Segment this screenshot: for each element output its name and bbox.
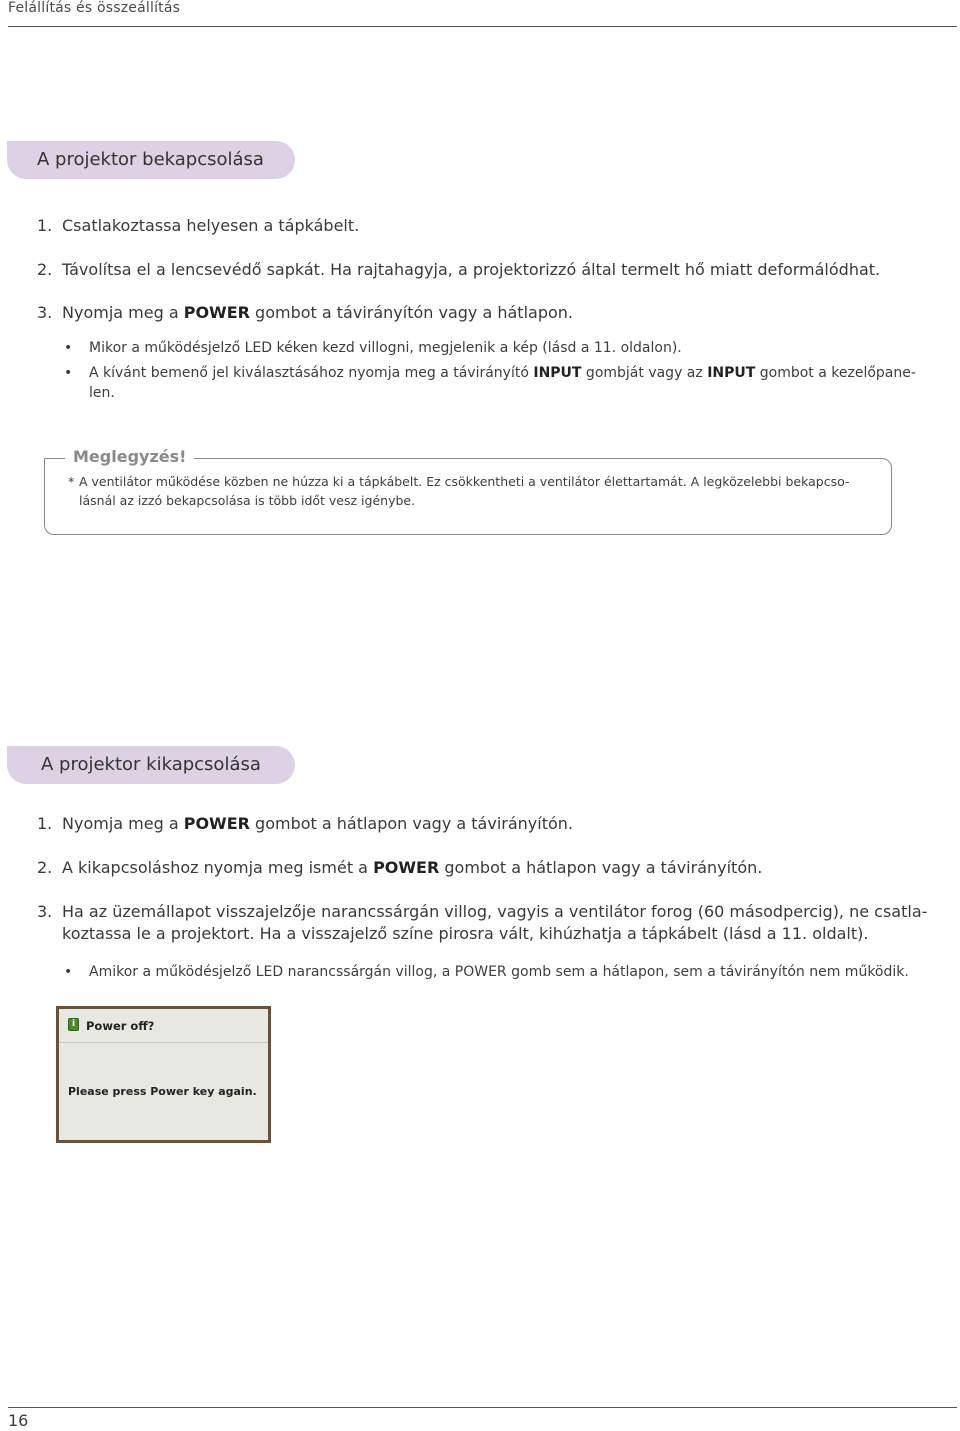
bullet-dot: • bbox=[64, 340, 73, 356]
bold-keyword: POWER bbox=[183, 303, 250, 322]
text-run: Csatlakoztassa helyesen a tápkábelt. bbox=[62, 216, 360, 235]
dialog-title: Power off? bbox=[86, 1019, 155, 1033]
dialog-message: Please press Power key again. bbox=[68, 1085, 257, 1098]
info-icon: i bbox=[68, 1018, 79, 1031]
step-number: 1. bbox=[37, 216, 53, 235]
power-off-step-1 bbox=[37, 813, 937, 835]
text-run: gombot a távirányítón vagy a hátlapon. bbox=[249, 303, 573, 322]
step-number: 2. bbox=[37, 858, 53, 877]
power-off-step-3 bbox=[37, 901, 937, 945]
bold-keyword: INPUT bbox=[533, 365, 582, 381]
bold-keyword: POWER bbox=[373, 858, 440, 877]
text-run: gombot a kezelőpane-len. bbox=[89, 365, 916, 401]
text-run: A kívánt bemenő jel kiválasztásához nyomja meg a távirányító bbox=[89, 365, 534, 381]
text-run: Nyomja meg a bbox=[62, 303, 184, 322]
step-text bbox=[62, 215, 937, 237]
power-on-step-2 bbox=[37, 259, 937, 281]
bullet-text bbox=[89, 962, 936, 982]
section-heading-power-off: A projektor kikapcsolása bbox=[7, 746, 295, 784]
text-run: A kikapcsoláshoz nyomja meg ismét a bbox=[62, 858, 374, 877]
header-divider bbox=[8, 26, 957, 27]
power-on-bullet-2 bbox=[64, 363, 936, 403]
step-number: 3. bbox=[37, 902, 53, 921]
page-number: 16 bbox=[8, 1411, 29, 1430]
bullet-text bbox=[89, 338, 936, 358]
note-text: A ventilátor működése közben ne húzza ki a tápkábelt. Ez csökkentheti a ventilátor élettartamát. A legközelebbi bekapcso-lásnál az izzó bekapcsolása is több időt vesz igénybe. bbox=[79, 474, 850, 508]
text-run: Amikor a működésjelző LED narancssárgán villog, a POWER gomb sem a hátlapon, sem a távirányítón nem működik. bbox=[89, 964, 909, 980]
section-heading-power-on: A projektor bekapcsolása bbox=[7, 141, 295, 179]
power-off-dialog bbox=[56, 1006, 271, 1143]
note-title: Meglegyzés! bbox=[65, 446, 194, 468]
text-run: gombot a hátlapon vagy a távirányítón. bbox=[249, 814, 573, 833]
step-text bbox=[62, 857, 937, 879]
step-number: 2. bbox=[37, 260, 53, 279]
power-on-bullet-1 bbox=[64, 338, 936, 358]
bullet-dot: • bbox=[64, 964, 73, 980]
bullet-text bbox=[89, 363, 936, 403]
bold-keyword: POWER bbox=[183, 814, 250, 833]
running-header: Felállítás és összeállítás bbox=[8, 0, 181, 16]
step-text bbox=[62, 901, 937, 945]
footer-divider bbox=[8, 1407, 957, 1408]
step-number: 3. bbox=[37, 303, 53, 322]
power-on-step-1 bbox=[37, 215, 937, 237]
text-run: gombját vagy az bbox=[581, 365, 708, 381]
bold-keyword: INPUT bbox=[707, 365, 756, 381]
step-text bbox=[62, 302, 937, 324]
bullet-dot: • bbox=[64, 365, 73, 381]
step-text bbox=[62, 259, 937, 281]
power-off-bullet-1 bbox=[64, 962, 936, 982]
note-asterisk: * bbox=[68, 474, 75, 489]
power-off-step-2 bbox=[37, 857, 937, 879]
text-run: Mikor a működésjelző LED kéken kezd villogni, megjelenik a kép (lásd a 11. oldalon). bbox=[89, 340, 682, 356]
power-on-step-3 bbox=[37, 302, 937, 324]
step-text bbox=[62, 813, 937, 835]
dialog-header bbox=[59, 1009, 268, 1043]
text-run: Távolítsa el a lencsevédő sapkát. Ha rajtahagyja, a projektorizzó által termelt hő miatt deformálódhat. bbox=[62, 260, 881, 279]
step-number: 1. bbox=[37, 814, 53, 833]
note-text-block bbox=[68, 472, 868, 510]
text-run: Ha az üzemállapot visszajelzője narancssárgán villog, vagyis a ventilátor forog (60 másodpercig), ne csatla-koztassa le a projektort. Ha a visszajelző színe pirosra vált, kihúzhatja a tápkábelt (lásd a 11. oldalt). bbox=[62, 902, 928, 943]
text-run: gombot a hátlapon vagy a távirányítón. bbox=[439, 858, 763, 877]
text-run: Nyomja meg a bbox=[62, 814, 184, 833]
